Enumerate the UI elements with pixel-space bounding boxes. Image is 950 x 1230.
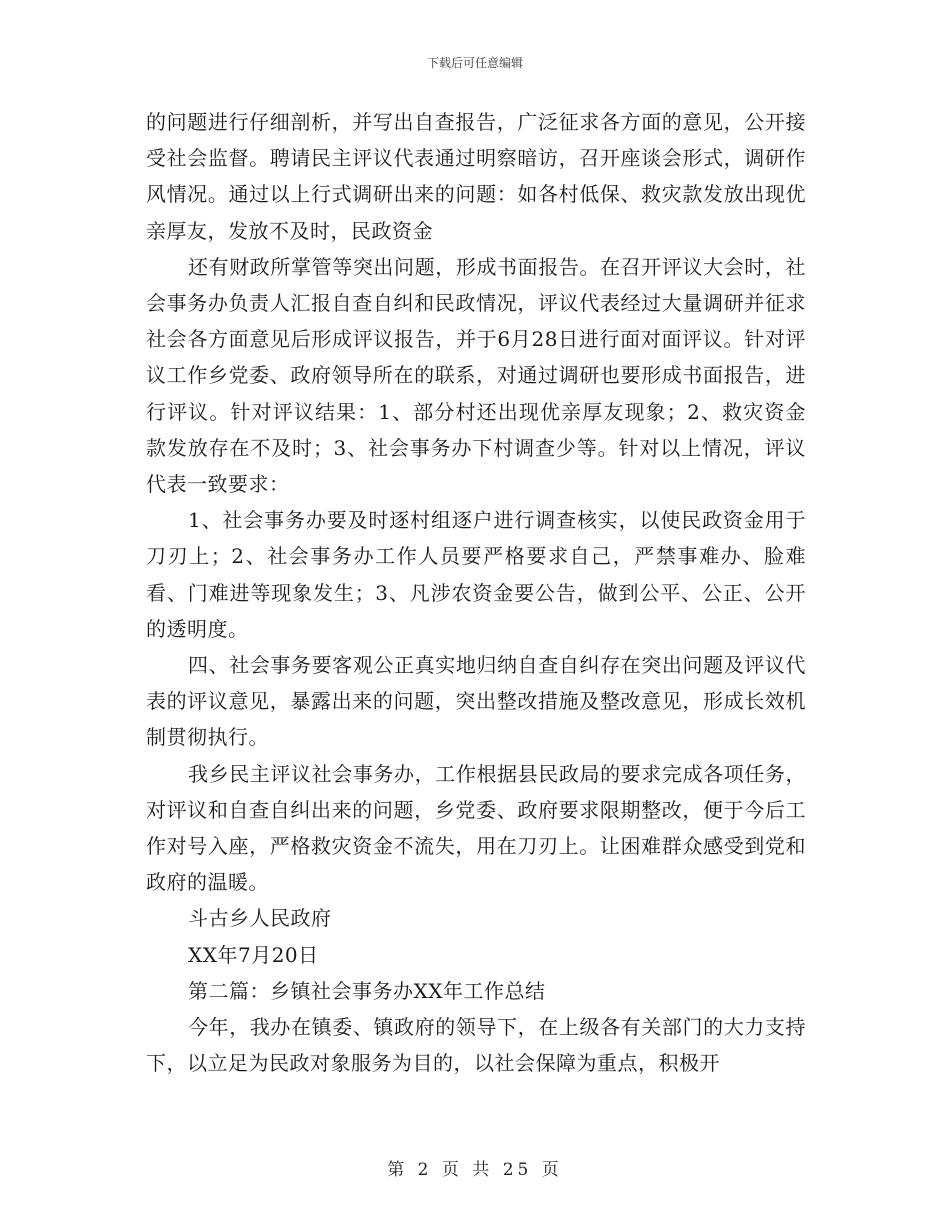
paragraph-5: 我乡民主评议社会事务办，工作根据县民政局的要求完成各项任务，对评议和自查自纠出来的问题，乡党委、政府要求限期整改，便于今后工作对号入座，严格救灾资金不流失，用在刀刃上。让困难群众感受到党和政府的温暖。 — [146, 761, 806, 895]
paragraph-3: 1、社会事务办要及时逐村组逐户进行调查核实，以使民政资金用于刀刃上；2、社会事务办工作人员要严格要求自己，严禁事难办、脸难看、门难进等现象发生；3、凡涉农资金要公告，做到公平、公正、公开的透明度。 — [146, 508, 806, 641]
paragraph-6: 今年，我办在镇委、镇政府的领导下，在上级各有关部门的大力支持下，以立足为民政对象服务为目的，以社会保障为重点，积极开 — [146, 1015, 806, 1076]
paragraph-2: 还有财政所掌管等突出问题，形成书面报告。在召开评议大会时，社会事务办负责人汇报自查自纠和民政情况，评议代表经过大量调研并征求社会各方面意见后形成评议报告，并于6月28日进行面对面评议。针对评议工作乡党委、政府领导所在的联系，对通过调研也要形成书面报告，进行评议。针对评议结果：1、部分村还出现优亲厚友现象；2、救灾资金款发放存在不及时；3、社会事务办下村调查少等。针对以上情况，评议代表一致要求： — [146, 254, 806, 497]
paragraph-4: 四、社会事务要客观公正真实地归纳自查自纠存在突出问题及评议代表的评议意见，暴露出来的问题，突出整改措施及整改意见，形成长效机制贯彻执行。 — [146, 653, 806, 750]
paragraph-1: 的问题进行仔细剖析，并写出自查报告，广泛征求各方面的意见，公开接受社会监督。聘请民主评议代表通过明察暗访，召开座谈会形式，调研作风情况。通过以上行式调研出来的问题：如各村低保、救灾款发放出现优亲厚友，发放不及时，民政资金 — [146, 110, 806, 243]
page-header: 下载后可任意编辑 — [426, 56, 523, 70]
page-number: 第 2 页 共 25 页 — [387, 1160, 563, 1180]
document-body — [146, 104, 806, 1081]
section-title: 第二篇：乡镇社会事务办XX年工作总结 — [188, 978, 546, 1003]
signature-line: 斗古乡人民政府 — [188, 906, 332, 931]
date-line: XX年7月20日 — [188, 942, 319, 967]
